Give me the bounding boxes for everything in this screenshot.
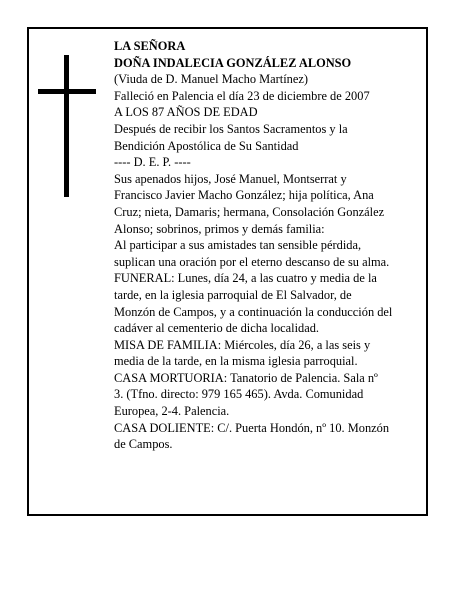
death-date-line: Falleció en Palencia el día 23 de diciembre de 2007 bbox=[114, 88, 370, 103]
funeral-line: tarde, en la iglesia parroquial de El Salvador, de bbox=[114, 287, 352, 302]
family-line: Cruz; nieta, Damaris; hermana, Consolación González bbox=[114, 204, 385, 219]
family-line: Sus apenados hijos, José Manuel, Montserrat y bbox=[114, 171, 347, 186]
obituary-text bbox=[114, 38, 426, 453]
cross-vertical-bar bbox=[64, 55, 69, 197]
sacraments-line: Después de recibir los Santos Sacramentos y la bbox=[114, 121, 348, 136]
sacraments-line: Bendición Apostólica de Su Santidad bbox=[114, 138, 299, 153]
prayer-request-line: Al participar a sus amistades tan sensible pérdida, bbox=[114, 238, 362, 253]
family-line: Alonso; sobrinos, primos y demás familia: bbox=[114, 221, 325, 236]
deceased-name: DOÑA INDALECIA GONZÁLEZ ALONSO bbox=[114, 55, 352, 70]
deceased-title: LA SEÑORA bbox=[114, 39, 186, 53]
cross-horizontal-bar bbox=[38, 89, 96, 94]
funeral-line: cadáver al cementerio de dicha localidad. bbox=[114, 321, 320, 336]
family-mass-line: MISA DE FAMILIA: Miércoles, día 26, a las seis y bbox=[114, 337, 371, 352]
mourning-house-line: de Campos. bbox=[114, 437, 173, 452]
rip-line: ---- D. E. P. ---- bbox=[114, 155, 191, 170]
funeral-home-line: CASA MORTUORIA: Tanatorio de Palencia. Sala nº bbox=[114, 370, 378, 385]
family-line: Francisco Javier Macho González; hija política, Ana bbox=[114, 188, 374, 203]
family-mass-line: media de la tarde, en la misma iglesia parroquial. bbox=[114, 354, 358, 369]
prayer-request-line: suplican una oración por el eterno descanso de su alma. bbox=[114, 254, 390, 269]
mourning-house-line: CASA DOLIENTE: C/. Puerta Hondón, nº 10. Monzón bbox=[114, 420, 390, 435]
latin-cross-icon bbox=[38, 55, 96, 197]
funeral-home-line: 3. (Tfno. directo: 979 165 465). Avda. Comunidad bbox=[114, 387, 364, 402]
funeral-home-line: Europea, 2-4. Palencia. bbox=[114, 404, 230, 419]
age-line: A LOS 87 AÑOS DE EDAD bbox=[114, 105, 258, 120]
widow-of-line: (Viuda de D. Manuel Macho Martínez) bbox=[114, 72, 308, 87]
funeral-line: Monzón de Campos, y a continuación la conducción del bbox=[114, 304, 393, 319]
funeral-line: FUNERAL: Lunes, día 24, a las cuatro y media de la bbox=[114, 271, 377, 286]
